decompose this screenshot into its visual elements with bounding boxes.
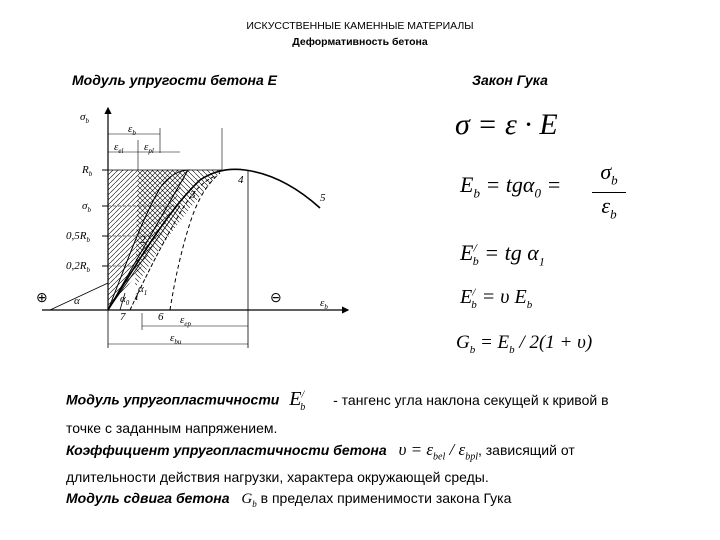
body-line-4: длительности действия нагрузки, характера окружающей среды. (66, 469, 489, 486)
label-top-eps-pl: $\varepsilon_{pl}$ (144, 141, 154, 155)
formula-elastoplastic-tangent: $E^/_b$ = tg $\alpha_1$ (460, 240, 545, 269)
formula-elastic-fraction: $\sigma_b$ $\varepsilon_b$ (592, 160, 626, 228)
label-alpha: α (74, 295, 80, 307)
label-curve-6: 6 (158, 311, 164, 323)
section-title-elastic-modulus: Модуль упругости бетона Е (72, 72, 277, 88)
label-curve-1: 1 (134, 291, 140, 303)
term-elastoplastic-coefficient: Коэффициент упругопластичности бетона (66, 441, 387, 458)
term-shear-modulus: Модуль сдвига бетона (66, 490, 230, 507)
diagram-labels (36, 111, 328, 346)
label-alpha0: $\alpha_0$ (120, 293, 130, 307)
hatched-region-plastic (135, 170, 222, 288)
formula-elastic-modulus: $E_b = tg\alpha_0$ = (460, 172, 562, 201)
label-rb: $R_b$ (82, 164, 93, 178)
label-curve-3: 3 (190, 189, 196, 201)
page-header-subtitle: Деформативность бетона (292, 36, 428, 48)
formula-hooke-law: σ = ε · E (455, 108, 558, 141)
formula-shear-modulus: $G_b = E_b / 2(1 + \upsilon)$ (456, 332, 593, 356)
label-curve-2: 2 (140, 234, 146, 246)
body-text (66, 384, 706, 515)
label-bottom-eps-ep: $\varepsilon_{ep}$ (180, 314, 191, 328)
symbol-eb-prime: $E^/_b$ (289, 387, 306, 413)
term-elastoplastic-modulus: Модуль упругопластичности (66, 391, 280, 408)
label-curve-5: 5 (320, 192, 326, 204)
stress-strain-diagram (30, 98, 350, 368)
label-top-eps-b: $\varepsilon_b$ (128, 123, 136, 137)
formula-elastoplastic-coef: $E^/_b = \upsilon$ $E_b$ (460, 286, 533, 311)
label-top-eps-el: $\varepsilon_{el}$ (114, 141, 124, 155)
label-axis-y: $\sigma_b$ (80, 111, 89, 125)
label-bottom-eps-bu: $\varepsilon_{bu}$ (170, 332, 182, 346)
page-header-title: ИСКУССТВЕННЫЕ КАМЕННЫЕ МАТЕРИАЛЫ (246, 20, 474, 32)
body-line-1: Модуль упругопластичности $E^/_b$ - тангенс угла наклона секущей к кривой в (66, 387, 609, 413)
label-sigma-b: $\sigma_b$ (82, 200, 91, 214)
label-axis-x: $\varepsilon_b$ (320, 297, 328, 311)
label-05rb: $0,5R_b$ (66, 230, 90, 244)
symbol-upsilon: $\upsilon = \varepsilon_{bel} / \varepsilon_{bpl}$ (398, 439, 478, 463)
body-line-3: Коэффициент упругопластичности бетона $\upsilon = \varepsilon_{bel} / \varepsilon_{bpl}$, зависящий от (66, 439, 575, 463)
body-line-2: точке с заданным напряжением. (66, 419, 278, 436)
body-line-5: Модуль сдвига бетона $G_b$ в пределах применимости закона Гука (66, 490, 512, 510)
label-02rb: $0,2R_b$ (66, 260, 90, 274)
section-title-hooke-law: Закон Гука (472, 72, 548, 88)
minus-sign: ⊖ (270, 291, 282, 306)
symbol-gb: $G_b$ (241, 491, 257, 510)
label-curve-4: 4 (238, 174, 244, 186)
label-curve-7: 7 (120, 311, 126, 323)
label-alpha1: $\alpha_1$ (138, 283, 148, 297)
plus-sign: ⊕ (36, 291, 48, 306)
